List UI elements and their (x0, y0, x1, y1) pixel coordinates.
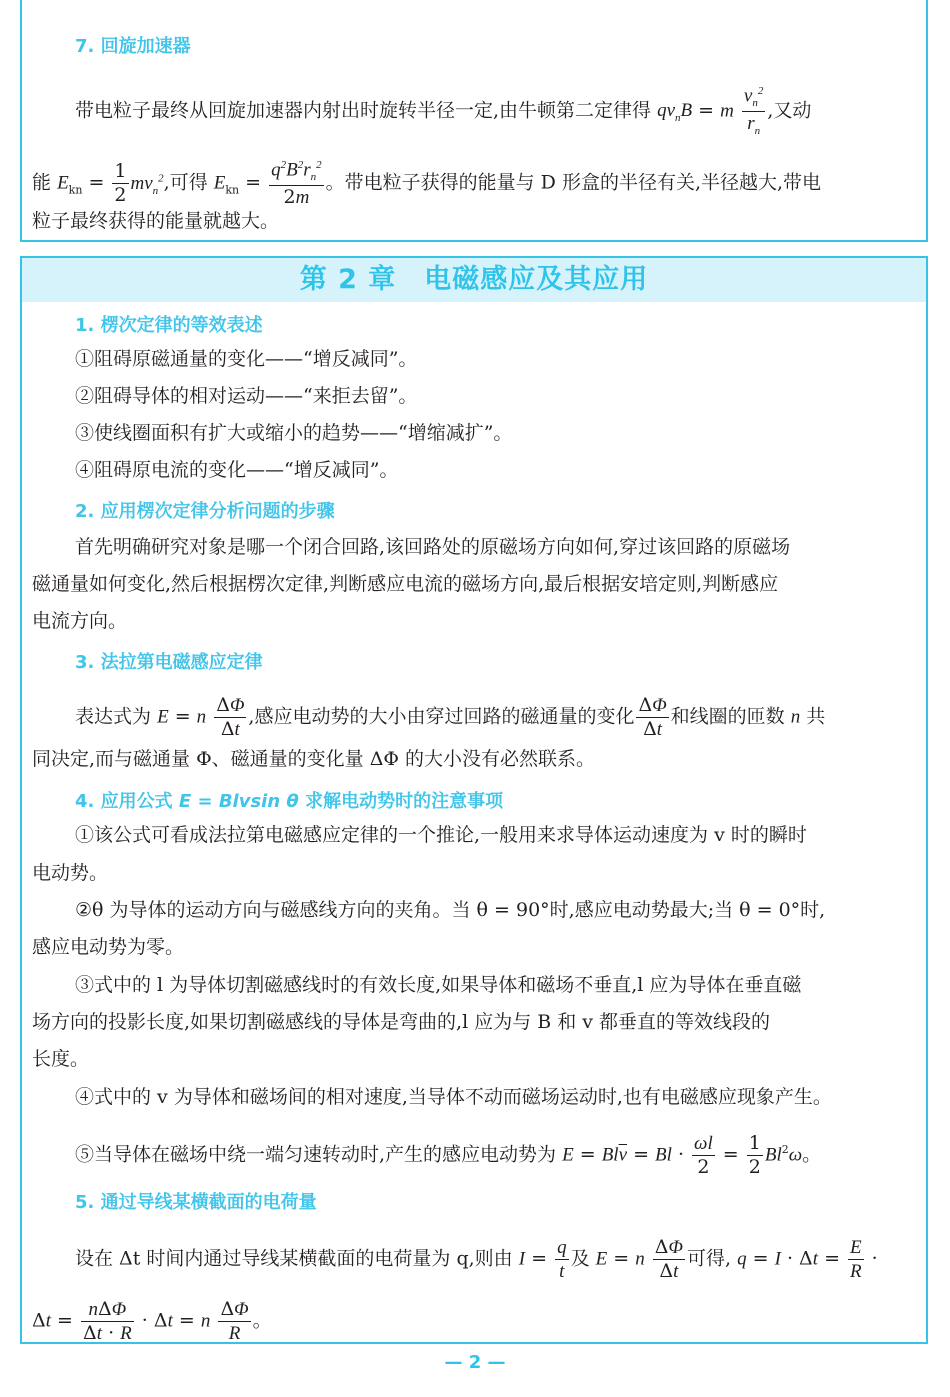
lenz-item-2: ②阻碍导体的相对运动——“来拒去留”。 (75, 385, 418, 407)
note-3-line-1: ③式中的 l 为导体切割磁感线时的有效长度,如果导体和磁场不垂直,l 应为导体在垂直磁 (75, 974, 802, 996)
chapter-title: 第 2 章 电磁感应及其应用 (22, 258, 926, 302)
heading-faraday: 3. 法拉第电磁感应定律 (75, 652, 263, 673)
note-3-line-3: 长度。 (32, 1048, 90, 1070)
faraday-line-2: 同决定,而与磁通量 Φ、磁通量的变化量 ΔΦ 的大小没有必然联系。 (32, 748, 596, 770)
charge-line-1: 设在 Δt 时间内通过导线某横截面的电荷量为 q,则由 I = $\frac{q}{t}$ 及 E = n $\frac{\Delta\Phi}{\Delta t}$ 可得, q = I · Δt = $\frac{E}{R}$ · (75, 1236, 878, 1282)
heading-lenz-steps: 2. 应用楞次定律分析问题的步骤 (75, 501, 335, 522)
note-5: ⑤当导体在磁场中绕一端匀速转动时,产生的感应电动势为 $E = Bl\overline{v} = Bl$ · $\frac{\omega l}{2}$ = $\frac{1}{2}$ Bl$^2$ω。 (75, 1132, 822, 1178)
charge-line-2: Δt = $\frac{\text{nΔΦ}}{\Delta t \cdot R}$ · Δt = n $\frac{\Delta\Phi}{R}$ 。 (32, 1298, 272, 1344)
heading-cyclotron: 7. 回旋加速器 (75, 36, 191, 57)
cyclotron-line-2: 能 $E_{kn}$ = $\frac{1}{2}$ $mv_n^2$,可得 $E_{kn}$ = $\frac{q^2B^2r_n^2}{2m}$ 。带电粒子获得的能量与 D 形盒的半径有关,半径越大,带电 (32, 159, 822, 209)
heading-blv-formula: 4. 应用公式 E = Blvsin θ 求解电动势时的注意事项 (75, 791, 504, 812)
cyclotron-line-1: 带电粒子最终从回旋加速器内射出时旋转半径一定,由牛顿第二定律得 $qv_nB = m$ $\frac{v_n^2}{r_n}$ ,又动 (75, 85, 812, 137)
note-3-line-2: 场方向的投影长度,如果切割磁感线的导体是弯曲的,l 应为与 B 和 v 都垂直的等效线段的 (32, 1011, 771, 1033)
lenz-item-3: ③使线圈面积有扩大或缩小的趋势——“增缩减扩”。 (75, 422, 513, 444)
lenz-steps-line-1: 首先明确研究对象是哪一个闭合回路,该回路处的原磁场方向如何,穿过该回路的原磁场 (75, 536, 791, 558)
page-number: — 2 — (444, 1352, 506, 1373)
faraday-line-1: 表达式为 E = n $\frac{\Delta\Phi}{\Delta t}$ ,感应电动势的大小由穿过回路的磁通量的变化 $\frac{\Delta\Phi}{\Delta t}$ 和线圈的匝数 n 共 (75, 694, 826, 740)
note-1-line-1: ①该公式可看成法拉第电磁感应定律的一个推论,一般用来求导体运动速度为 v 时的瞬时 (75, 824, 807, 846)
heading-charge: 5. 通过导线某横截面的电荷量 (75, 1192, 317, 1213)
note-1-line-2: 电动势。 (32, 862, 109, 884)
note-2-line-1: ②θ 为导体的运动方向与磁感线方向的夹角。当 θ = 90°时,感应电动势最大;当 θ = 0°时, (75, 899, 826, 921)
note-2-line-2: 感应电动势为零。 (32, 936, 185, 958)
lenz-steps-line-3: 电流方向。 (32, 610, 128, 632)
lenz-item-1: ①阻碍原磁通量的变化——“增反减同”。 (75, 348, 418, 370)
cyclotron-line-3: 粒子最终获得的能量就越大。 (32, 210, 280, 232)
note-4: ④式中的 v 为导体和磁场间的相对速度,当导体不动而磁场运动时,也有电磁感应现象产生。 (75, 1086, 832, 1108)
heading-lenz-equivalent: 1. 楞次定律的等效表述 (75, 315, 263, 336)
lenz-steps-line-2: 磁通量如何变化,然后根据楞次定律,判断感应电流的磁场方向,最后根据安培定则,判断感应 (32, 573, 779, 595)
lenz-item-4: ④阻碍原电流的变化——“增反减同”。 (75, 459, 399, 481)
